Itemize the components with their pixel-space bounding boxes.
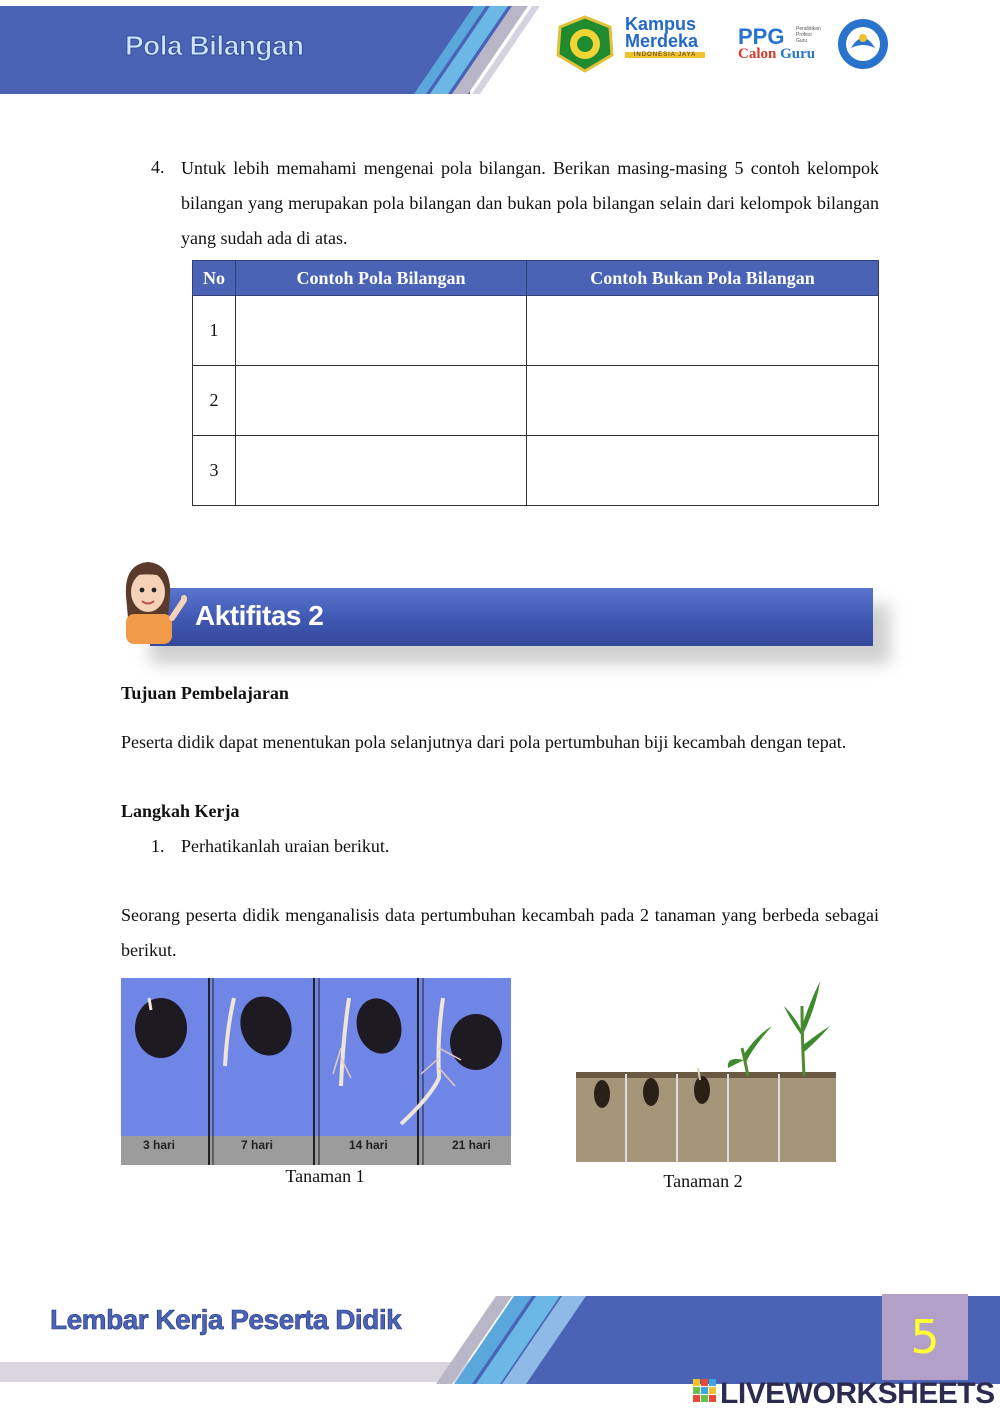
header-contoh-bukan-pola: Contoh Bukan Pola Bilangan — [527, 261, 879, 296]
tut-wuri-emblem-icon — [837, 18, 889, 70]
kampus-merdeka-tagline: INDONESIA JAYA — [625, 52, 705, 58]
answer-cell-bukan-pola[interactable] — [527, 296, 879, 366]
tut-wuri-logo — [836, 12, 890, 76]
ppg-logo — [738, 24, 833, 68]
row-number: 1 — [193, 296, 236, 366]
page-number: 5 — [882, 1294, 968, 1380]
langkah-heading: Langkah Kerja — [121, 801, 240, 821]
header-title: Pola Bilangan — [125, 30, 304, 61]
ppg-subtitle — [796, 26, 821, 44]
liveworksheets-brand[interactable]: LIVEWORKSHEETS — [720, 1377, 995, 1410]
table-header-row — [193, 261, 879, 296]
question-4-text: Untuk lebih memahami mengenai pola bilangan. Berikan masing-masing 5 contoh kelompok bilangan yang merupakan pola bilangan dan bukan pola bilangan selain dari kelompok bilangan yang sudah ada di atas. — [181, 158, 879, 248]
answer-cell-pola[interactable] — [236, 366, 527, 436]
row-number: 2 — [193, 366, 236, 436]
table-row — [193, 366, 879, 436]
day-label: 14 hari — [349, 1138, 388, 1152]
answer-table — [192, 260, 879, 506]
day-label: 7 hari — [241, 1138, 274, 1152]
tujuan-text: Peserta didik dapat menentukan pola selanjutnya dari pola pertumbuhan biji kecambah dengan tepat. — [121, 732, 847, 752]
plant-2-illustration — [576, 976, 836, 1164]
ppg-sub-1: Pendidikan — [796, 26, 821, 32]
header-no: No — [193, 261, 236, 296]
kampus-word: Kampus — [625, 14, 697, 34]
calon-guru-text — [738, 46, 833, 63]
activity-title: Aktifitas 2 — [195, 600, 324, 631]
answer-cell-pola[interactable] — [236, 436, 527, 506]
merdeka-word: Merdeka — [625, 31, 699, 51]
ppg-sub-3: Guru — [796, 38, 808, 44]
guru-word: Guru — [780, 46, 816, 62]
plant-2-caption: Tanaman 2 — [663, 1171, 743, 1191]
day-label: 3 hari — [143, 1138, 176, 1152]
step-1-number: 1. — [151, 836, 165, 856]
day-labels — [121, 1136, 511, 1158]
question-4-number: 4. — [151, 157, 165, 177]
footer-title: Lembar Kerja Peserta Didik — [50, 1304, 402, 1335]
row-number: 3 — [193, 436, 236, 506]
kampus-merdeka-logo — [625, 16, 717, 68]
step-1-text: Perhatikanlah uraian berikut. — [181, 836, 390, 856]
calon-word: Calon — [738, 46, 777, 62]
day-label: 21 hari — [452, 1138, 491, 1152]
ppg-text: PPG — [738, 24, 785, 49]
kampus-merdeka-wordmark — [625, 16, 717, 50]
ppg-sub-2: Profesi — [796, 32, 812, 38]
girl-pointing-icon — [118, 556, 198, 646]
university-seal-icon — [556, 15, 614, 73]
table-row — [193, 296, 879, 366]
university-logo — [555, 12, 615, 76]
plant-1-caption: Tanaman 1 — [285, 1166, 365, 1186]
liveworksheets-logo-icon — [693, 1379, 717, 1403]
answer-cell-pola[interactable] — [236, 296, 527, 366]
table-row — [193, 436, 879, 506]
answer-cell-bukan-pola[interactable] — [527, 366, 879, 436]
tujuan-heading: Tujuan Pembelajaran — [121, 683, 289, 703]
description-text: Seorang peserta didik menganalisis data pertumbuhan kecambah pada 2 tanaman yang berbeda sebagai berikut. — [121, 905, 879, 960]
header-contoh-pola: Contoh Pola Bilangan — [236, 261, 527, 296]
answer-cell-bukan-pola[interactable] — [527, 436, 879, 506]
